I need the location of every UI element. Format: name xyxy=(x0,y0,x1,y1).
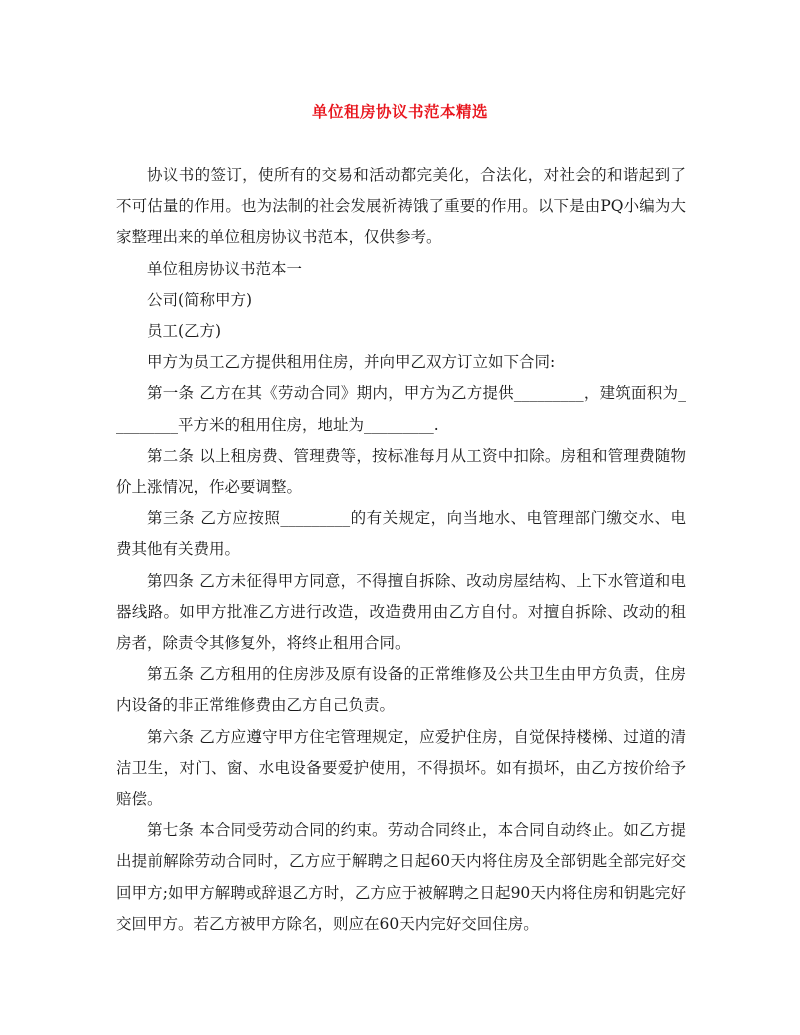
preamble-paragraph: 甲方为员工乙方提供租用住房，并向甲乙双方订立如下合同: xyxy=(147,353,556,372)
party-b-line: 员工(乙方) xyxy=(147,322,222,341)
article-5: 第五条 乙方租用的住房涉及原有设备的正常维修及公共卫生由甲方负责，住房内设备的非正常维修费由乙方自己负责。 xyxy=(116,665,686,715)
article-6: 第六条 乙方应遵守甲方住宅管理规定，应爱护住房，自觉保持楼梯、过道的清洁卫生，对门、窗、水电设备要爱护使用，不得损坏。如有损坏，由乙方按价给予赔偿。 xyxy=(116,727,686,809)
intro-paragraph: 协议书的签订，使所有的交易和活动都完美化，合法化，对社会的和谐起到了不可估量的作用。也为法制的社会发展祈祷饿了重要的作用。以下是由PQ小编为大家整理出来的单位租房协议书范本，仅供参考。 xyxy=(116,166,686,247)
article-7: 第七条 本合同受劳动合同的约束。劳动合同终止，本合同自动终止。如乙方提出提前解除劳动合同时，乙方应于解聘之日起60天内将住房及全部钥匙全部完好交回甲方;如甲方解聘或辞退乙方时，乙方应于被解聘之日起90天内将住房和钥匙完好交回甲方。若乙方被甲方除名，则应在60天内完好交回住房。 xyxy=(116,821,686,933)
section-heading: 单位租房协议书范本一 xyxy=(147,259,303,278)
article-3: 第三条 乙方应按照_________的有关规定，向当地水、电管理部门缴交水、电费其他有关费用。 xyxy=(116,509,686,559)
party-a-line: 公司(简称甲方) xyxy=(147,290,253,309)
article-1: 第一条 乙方在其《劳动合同》期内，甲方为乙方提供_________，建筑面积为_________平方米的租用住房，地址为_________. xyxy=(116,384,686,434)
article-4: 第四条 乙方未征得甲方同意，不得擅自拆除、改动房屋结构、上下水管道和电器线路。如甲方批准乙方进行改造，改造费用由乙方自付。对擅自拆除、改动的租房者，除责令其修复外，将终止租用合同。 xyxy=(116,571,686,653)
article-2: 第二条 以上租房费、管理费等，按标准每月从工资中扣除。房租和管理费随物价上涨情况，作必要调整。 xyxy=(116,446,686,497)
document-body xyxy=(116,160,686,940)
document-title: 单位租房协议书范本精选 xyxy=(311,102,488,121)
